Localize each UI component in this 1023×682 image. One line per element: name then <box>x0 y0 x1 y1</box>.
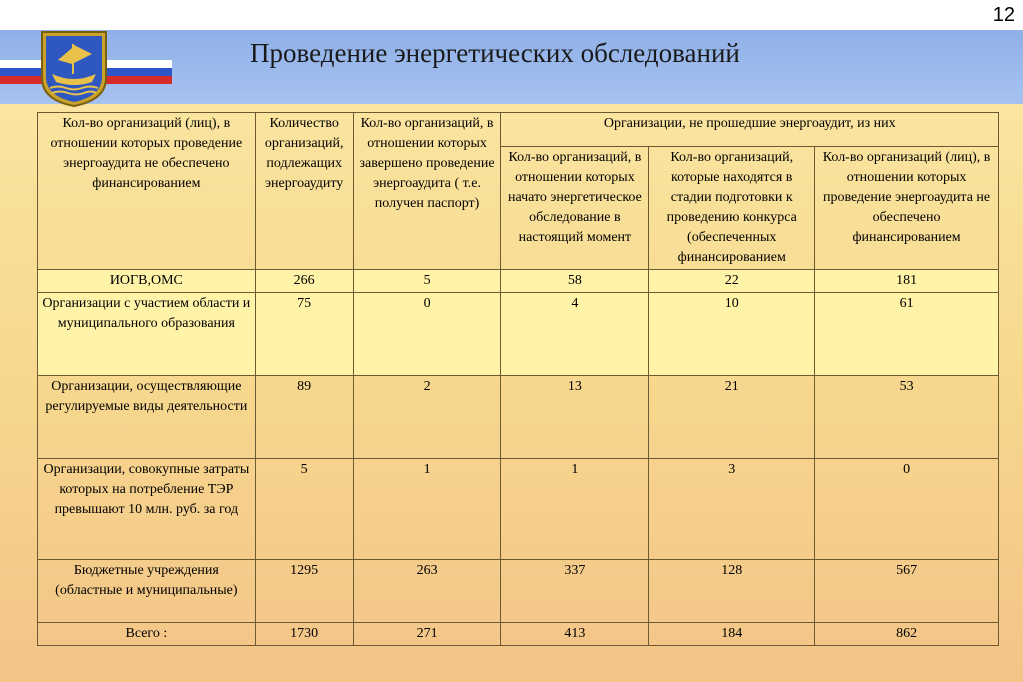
row-label: Организации, осуществляющие регулируемые виды деятельности <box>38 376 256 459</box>
header-not-audited-group: Организации, не прошедшие энергоаудит, из них <box>501 113 999 147</box>
top-strip <box>0 0 1023 30</box>
header-audit-started: Кол-во организаций, в отношении которых начато энергетическое обследование в настоящий момент <box>501 147 649 270</box>
cell-value: 0 <box>353 293 501 376</box>
cell-value: 1 <box>353 459 501 560</box>
cell-value: 89 <box>255 376 353 459</box>
cell-value: 5 <box>353 270 501 293</box>
table-row <box>38 459 999 560</box>
row-label: Организации с участием области и муниципального образования <box>38 293 256 376</box>
cell-value: 10 <box>649 293 815 376</box>
table-row <box>38 560 999 623</box>
header-contest-prep: Кол-во организаций, которые находятся в стадии подготовки к проведению конкурса (обеспеченных финансированием <box>649 147 815 270</box>
page-number: 12 <box>992 4 1015 26</box>
cell-value: 0 <box>815 459 999 560</box>
cell-value: 567 <box>815 560 999 623</box>
header-orgs-subject: Количество организаций, подлежащих энергоаудиту <box>255 113 353 270</box>
cell-value: 2 <box>353 376 501 459</box>
page-title: Проведение энергетических обследований <box>250 38 740 68</box>
cell-value: 75 <box>255 293 353 376</box>
cell-value: 266 <box>255 270 353 293</box>
cell-value: 3 <box>649 459 815 560</box>
total-value: 184 <box>649 623 815 646</box>
cell-value: 181 <box>815 270 999 293</box>
header-not-funded: Кол-во организаций (лиц), в отношении которых проведение энергоаудита не обеспечено финансированием <box>815 147 999 270</box>
table-row <box>38 270 999 293</box>
cell-value: 337 <box>501 560 649 623</box>
header-audit-completed: Кол-во организаций, в отношении которых завершено проведение энергоаудита ( т.е. получен паспорт) <box>353 113 501 270</box>
row-label: ИОГВ,ОМС <box>38 270 256 293</box>
cell-value: 5 <box>255 459 353 560</box>
cell-value: 263 <box>353 560 501 623</box>
cell-value: 22 <box>649 270 815 293</box>
total-value: 413 <box>501 623 649 646</box>
cell-value: 58 <box>501 270 649 293</box>
table-header-row <box>38 113 999 147</box>
total-label: Всего : <box>38 623 256 646</box>
row-label: Бюджетные учреждения (областные и муниципальные) <box>38 560 256 623</box>
cell-value: 13 <box>501 376 649 459</box>
cell-value: 1295 <box>255 560 353 623</box>
table-row <box>38 293 999 376</box>
cell-value: 53 <box>815 376 999 459</box>
energy-audit-table <box>37 112 999 646</box>
total-value: 1730 <box>255 623 353 646</box>
cell-value: 21 <box>649 376 815 459</box>
cell-value: 128 <box>649 560 815 623</box>
cell-value: 61 <box>815 293 999 376</box>
cell-value: 4 <box>501 293 649 376</box>
cell-value: 1 <box>501 459 649 560</box>
total-value: 271 <box>353 623 501 646</box>
table-total-row <box>38 623 999 646</box>
header-unfunded-orgs: Кол-во организаций (лиц), в отношении которых проведение энергоаудита не обеспечено финансированием <box>38 113 256 270</box>
total-value: 862 <box>815 623 999 646</box>
row-label: Организации, совокупные затраты которых на потребление ТЭР превышают 10 млн. руб. за год <box>38 459 256 560</box>
coat-of-arms-boat-icon <box>38 30 110 108</box>
table-row <box>38 376 999 459</box>
